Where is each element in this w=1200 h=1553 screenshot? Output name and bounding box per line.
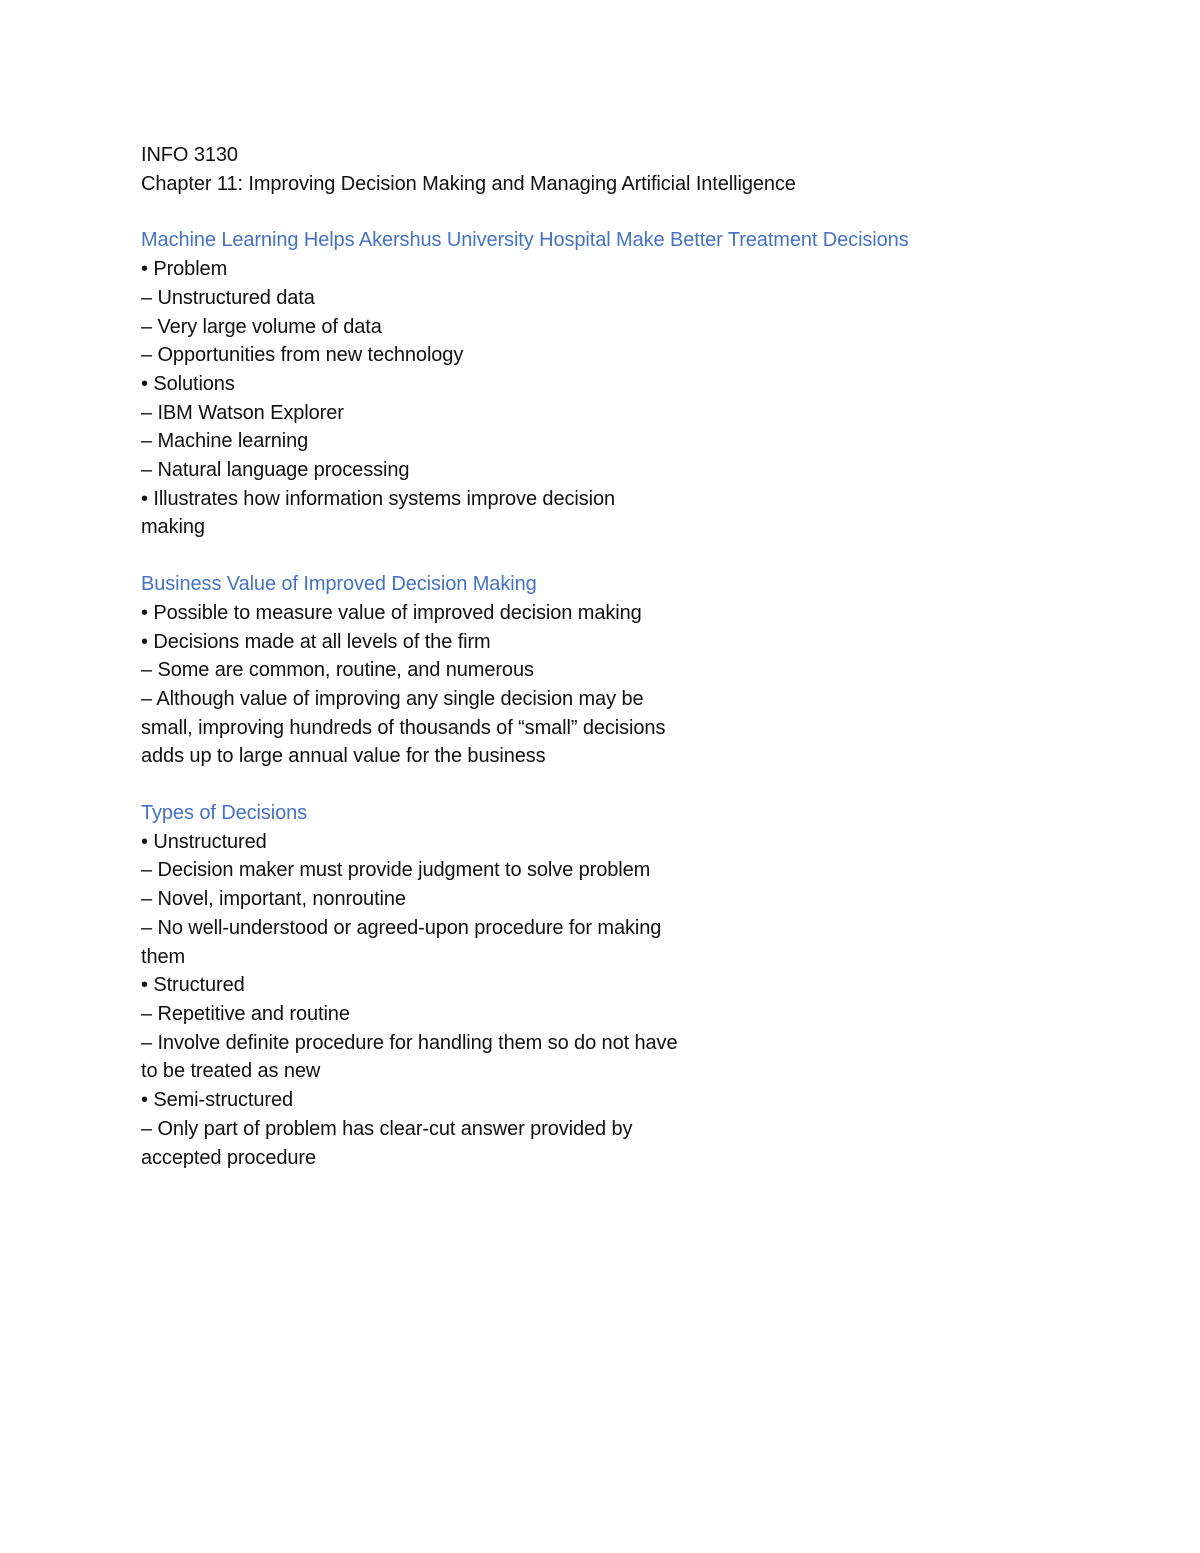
section-heading: Machine Learning Helps Akershus University Hospital Make Better Treatment Decisions [141, 229, 909, 252]
list-item: accepted procedure [141, 1146, 316, 1169]
list-item: them [141, 945, 186, 968]
list-item: • Unstructured [141, 830, 267, 853]
list-item: • Possible to measure value of improved decision making [141, 601, 642, 624]
list-item: • Decisions made at all levels of the firm [141, 630, 491, 653]
list-item: – Opportunities from new technology [141, 344, 464, 367]
document-body [141, 141, 1061, 1172]
list-item: • Illustrates how information systems improve decision [141, 487, 616, 510]
spacer [141, 198, 1061, 226]
section-types-of-decisions [141, 799, 1061, 1172]
list-item: – Involve definite procedure for handling them so do not have [141, 1031, 678, 1054]
list-item: small, improving hundreds of thousands of “small” decisions [141, 716, 666, 739]
list-item: – Only part of problem has clear-cut answer provided by [141, 1117, 633, 1140]
list-item: – Very large volume of data [141, 315, 382, 338]
list-item: • Structured [141, 974, 245, 997]
list-item: – Unstructured data [141, 286, 315, 309]
list-item: – Novel, important, nonroutine [141, 888, 406, 911]
course-code: INFO 3130 [141, 144, 238, 166]
section-business-value [141, 570, 1061, 771]
section-machine-learning [141, 226, 1061, 542]
section-heading: Business Value of Improved Decision Making [141, 573, 537, 596]
list-item: adds up to large annual value for the business [141, 745, 546, 768]
list-item: making [141, 516, 205, 539]
list-item: – Machine learning [141, 430, 309, 453]
list-item: – Although value of improving any single decision may be [141, 687, 644, 710]
section-heading: Types of Decisions [141, 802, 308, 825]
list-item: – IBM Watson Explorer [141, 401, 344, 424]
list-item: • Problem [141, 258, 228, 281]
spacer [141, 542, 1061, 570]
list-item: – Repetitive and routine [141, 1002, 350, 1025]
spacer [141, 771, 1061, 799]
list-item: – Some are common, routine, and numerous [141, 659, 534, 682]
list-item: to be treated as new [141, 1060, 321, 1083]
list-item: • Semi-structured [141, 1089, 294, 1112]
list-item: – Natural language processing [141, 459, 410, 482]
list-item: • Solutions [141, 372, 235, 395]
list-item: – No well-understood or agreed-upon procedure for making [141, 916, 662, 939]
chapter-title: Chapter 11: Improving Decision Making and Managing Artificial Intelligence [141, 172, 796, 195]
list-item: – Decision maker must provide judgment to solve problem [141, 859, 651, 882]
